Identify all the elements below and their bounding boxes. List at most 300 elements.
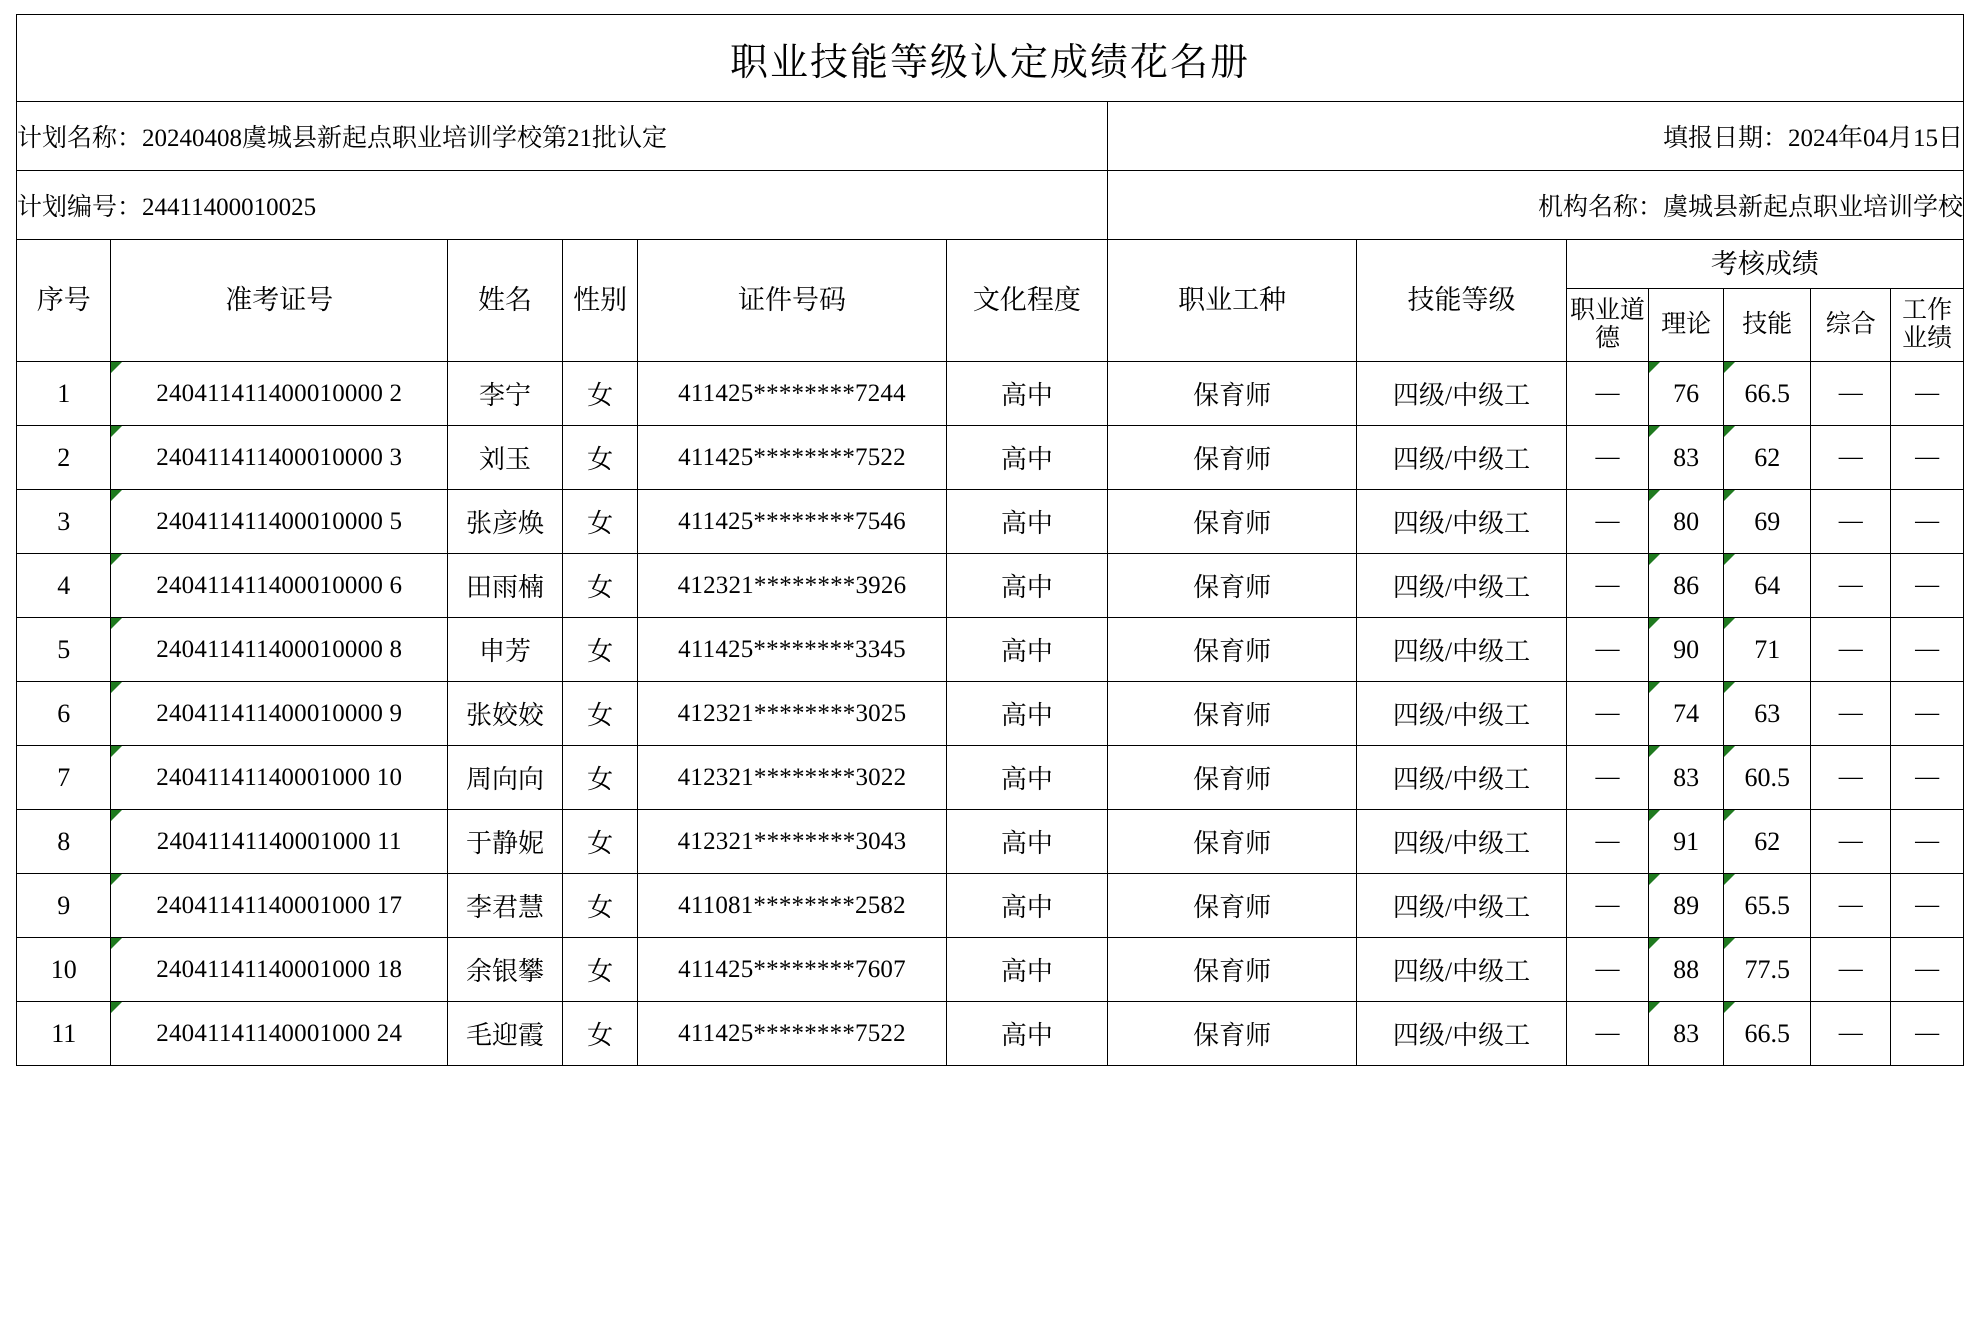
cell-comprehensive-text: — [1838,700,1863,726]
cell-note-marker-icon [111,554,122,565]
cell-occupation-text: 保育师 [1193,957,1272,986]
cell-theory[interactable] [1649,746,1724,810]
cell-education-text: 高中 [1000,381,1053,410]
cell-skill-level[interactable] [1357,362,1566,426]
cell-skill-level-text: 四级/中级工 [1392,893,1531,922]
cell-gender[interactable] [563,810,638,874]
cell-seq-text: 6 [57,698,71,728]
cell-skill-level-text: 四级/中级工 [1392,701,1531,730]
cell-gender-text: 女 [587,1021,614,1050]
cell-occupation[interactable] [1107,746,1356,810]
cell-note-marker-icon [1649,746,1660,757]
header-comprehensive: 综合 [1811,289,1891,362]
cell-theory-text: 76 [1673,378,1700,408]
cell-education[interactable] [946,426,1107,490]
cell-occupation[interactable] [1107,938,1356,1002]
plan-name-value: 20240408虞城县新起点职业培训学校第21批认定 [142,125,668,152]
cell-admission-no[interactable] [111,1002,448,1066]
cell-note-marker-icon [1724,362,1735,373]
cell-skill[interactable] [1724,618,1811,682]
cell-theory[interactable] [1649,810,1724,874]
report-date-label: 填报日期： [1662,125,1788,152]
cell-education-text: 高中 [1000,701,1053,730]
cell-seq[interactable] [17,426,111,490]
cell-id-no[interactable] [638,362,947,426]
cell-id-no[interactable] [638,682,947,746]
cell-gender[interactable] [563,1002,638,1066]
cell-theory-text: 86 [1673,570,1700,600]
cell-theory[interactable] [1649,874,1724,938]
report-date-cell [1107,102,1963,171]
cell-occupation-text: 保育师 [1193,381,1272,410]
cell-ethics[interactable] [1566,554,1648,618]
cell-gender[interactable] [563,938,638,1002]
cell-name[interactable] [448,490,563,554]
cell-skill-level-text: 四级/中级工 [1392,381,1531,410]
cell-performance[interactable] [1891,810,1964,874]
cell-ethics-text: — [1595,700,1620,726]
cell-performance-text: — [1915,956,1940,982]
cell-ethics-text: — [1595,572,1620,598]
cell-performance[interactable] [1891,426,1964,490]
cell-note-marker-icon [1649,618,1660,629]
cell-seq-text: 10 [50,954,77,984]
title-row [17,15,1964,102]
cell-gender-text: 女 [587,509,614,538]
cell-gender[interactable] [563,554,638,618]
cell-note-marker-icon [111,618,122,629]
cell-skill[interactable] [1724,1002,1811,1066]
table-row[interactable] [17,490,1964,554]
cell-id-no-text: 412321********3043 [677,827,907,855]
column-header-row-primary [17,240,1964,289]
cell-comprehensive-text: — [1838,508,1863,534]
cell-skill[interactable] [1724,490,1811,554]
cell-ethics-text: — [1595,956,1620,982]
cell-name-text: 张彦焕 [466,509,545,538]
cell-performance[interactable] [1891,682,1964,746]
cell-comprehensive[interactable] [1811,746,1891,810]
cell-performance-text: — [1915,892,1940,918]
header-education: 文化程度 [946,240,1107,362]
cell-name[interactable] [448,1002,563,1066]
cell-name[interactable] [448,426,563,490]
meta-row-1 [17,102,1964,171]
cell-admission-no[interactable] [111,426,448,490]
cell-note-marker-icon [111,938,122,949]
header-skill: 技能 [1724,289,1811,362]
cell-admission-no[interactable] [111,554,448,618]
header-occupation: 职业工种 [1107,240,1356,362]
cell-skill-level[interactable] [1357,490,1566,554]
cell-admission-no[interactable] [111,746,448,810]
cell-note-marker-icon [1724,426,1735,437]
report-date-value: 2024年04月15日 [1787,125,1963,152]
cell-id-no[interactable] [638,490,947,554]
cell-comprehensive[interactable] [1811,426,1891,490]
cell-seq[interactable] [17,618,111,682]
cell-id-no-text: 412321********3025 [677,699,907,727]
cell-education[interactable] [946,618,1107,682]
cell-ethics[interactable] [1566,746,1648,810]
cell-performance-text: — [1915,636,1940,662]
cell-id-no[interactable] [638,874,947,938]
plan-name-label: 计划名称： [17,125,143,152]
cell-performance[interactable] [1891,362,1964,426]
cell-gender-text: 女 [587,381,614,410]
cell-comprehensive[interactable] [1811,874,1891,938]
cell-gender-text: 女 [587,701,614,730]
cell-theory-text: 83 [1673,762,1700,792]
cell-skill-level[interactable] [1357,618,1566,682]
cell-theory[interactable] [1649,490,1724,554]
table-row[interactable] [17,874,1964,938]
cell-ethics-text: — [1595,1020,1620,1046]
plan-code-label: 计划编号： [17,194,143,221]
cell-admission-no[interactable] [111,682,448,746]
cell-seq-text: 5 [57,634,71,664]
cell-performance[interactable] [1891,490,1964,554]
cell-theory-text: 88 [1673,954,1700,984]
cell-gender-text: 女 [587,893,614,922]
cell-comprehensive[interactable] [1811,554,1891,618]
cell-ethics[interactable] [1566,618,1648,682]
header-skill-level: 技能等级 [1357,240,1566,362]
cell-skill-level-text: 四级/中级工 [1392,573,1531,602]
cell-theory[interactable] [1649,362,1724,426]
cell-name-text: 刘玉 [479,445,532,474]
cell-id-no[interactable] [638,810,947,874]
cell-seq-text: 7 [57,762,71,792]
cell-education-text: 高中 [1000,829,1053,858]
cell-theory-text: 91 [1673,826,1700,856]
cell-ethics[interactable] [1566,426,1648,490]
cell-gender[interactable] [563,746,638,810]
roster-table [16,14,1964,1066]
cell-name-text: 毛迎霞 [466,1021,545,1050]
table-row[interactable] [17,810,1964,874]
meta-row-2 [17,171,1964,240]
cell-name[interactable] [448,746,563,810]
cell-admission-no-text: 24041141140001000 11 [156,827,402,855]
cell-performance[interactable] [1891,618,1964,682]
cell-skill-level-text: 四级/中级工 [1392,509,1531,538]
cell-note-marker-icon [1724,682,1735,693]
cell-skill-level[interactable] [1357,1002,1566,1066]
cell-note-marker-icon [111,746,122,757]
header-theory: 理论 [1649,289,1724,362]
cell-ethics[interactable] [1566,1002,1648,1066]
cell-theory[interactable] [1649,938,1724,1002]
cell-name-text: 李君慧 [466,893,545,922]
plan-code-value: 24411400010025 [142,194,317,221]
cell-admission-no-text: 24041141140001000 24 [156,1019,403,1047]
cell-skill[interactable] [1724,362,1811,426]
cell-performance[interactable] [1891,554,1964,618]
cell-comprehensive-text: — [1838,1020,1863,1046]
cell-skill[interactable] [1724,874,1811,938]
cell-skill-text: 65.5 [1744,890,1790,920]
header-seq: 序号 [17,240,111,362]
cell-comprehensive[interactable] [1811,810,1891,874]
cell-note-marker-icon [1724,874,1735,885]
cell-theory-text: 80 [1673,506,1700,536]
cell-performance[interactable] [1891,938,1964,1002]
cell-note-marker-icon [111,426,122,437]
cell-skill-level[interactable] [1357,874,1566,938]
cell-comprehensive[interactable] [1811,1002,1891,1066]
cell-id-no[interactable] [638,554,947,618]
header-performance: 工作业绩 [1891,289,1964,362]
cell-occupation[interactable] [1107,618,1356,682]
cell-gender[interactable] [563,618,638,682]
cell-note-marker-icon [1649,490,1660,501]
cell-skill-level[interactable] [1357,810,1566,874]
cell-skill-text: 71 [1754,634,1781,664]
cell-skill-level[interactable] [1357,682,1566,746]
cell-education-text: 高中 [1000,509,1053,538]
cell-skill-level-text: 四级/中级工 [1392,1021,1531,1050]
cell-skill-level-text: 四级/中级工 [1392,957,1531,986]
cell-theory[interactable] [1649,1002,1724,1066]
cell-education[interactable] [946,554,1107,618]
cell-gender[interactable] [563,490,638,554]
cell-theory[interactable] [1649,618,1724,682]
cell-note-marker-icon [111,874,122,885]
cell-admission-no-text: 240411411400010000 2 [156,379,403,407]
cell-id-no-text: 411425********7522 [678,443,906,471]
cell-ethics-text: — [1595,764,1620,790]
cell-note-marker-icon [1724,490,1735,501]
cell-skill[interactable] [1724,682,1811,746]
cell-occupation[interactable] [1107,426,1356,490]
cell-ethics[interactable] [1566,810,1648,874]
cell-id-no[interactable] [638,938,947,1002]
cell-ethics[interactable] [1566,938,1648,1002]
cell-name[interactable] [448,810,563,874]
cell-education-text: 高中 [1000,893,1053,922]
cell-gender[interactable] [563,362,638,426]
cell-skill-text: 77.5 [1744,954,1790,984]
cell-seq[interactable] [17,362,111,426]
table-row[interactable] [17,682,1964,746]
table-row[interactable] [17,1002,1964,1066]
cell-occupation[interactable] [1107,682,1356,746]
cell-admission-no[interactable] [111,874,448,938]
cell-id-no-text: 411081********2582 [678,891,906,919]
cell-note-marker-icon [111,362,122,373]
cell-seq[interactable] [17,682,111,746]
cell-name-text: 于静妮 [466,829,545,858]
cell-ethics[interactable] [1566,874,1648,938]
cell-gender-text: 女 [587,573,614,602]
cell-skill-level[interactable] [1357,554,1566,618]
table-row[interactable] [17,618,1964,682]
cell-admission-no[interactable] [111,490,448,554]
cell-note-marker-icon [1724,554,1735,565]
table-row[interactable] [17,938,1964,1002]
cell-occupation-text: 保育师 [1193,701,1272,730]
cell-name-text: 余银攀 [466,957,545,986]
table-row[interactable] [17,746,1964,810]
cell-seq[interactable] [17,810,111,874]
cell-ethics[interactable] [1566,362,1648,426]
cell-admission-no[interactable] [111,938,448,1002]
cell-note-marker-icon [1649,426,1660,437]
cell-admission-no[interactable] [111,362,448,426]
cell-comprehensive[interactable] [1811,682,1891,746]
cell-admission-no-text: 24041141140001000 17 [156,891,403,919]
cell-id-no-text: 411425********3345 [678,635,906,663]
cell-occupation[interactable] [1107,810,1356,874]
cell-id-no-text: 411425********7607 [678,955,906,983]
cell-seq-text: 8 [57,826,71,856]
cell-education[interactable] [946,490,1107,554]
cell-comprehensive[interactable] [1811,938,1891,1002]
cell-gender[interactable] [563,682,638,746]
cell-theory[interactable] [1649,554,1724,618]
cell-skill[interactable] [1724,554,1811,618]
cell-name[interactable] [448,362,563,426]
cell-note-marker-icon [1724,810,1735,821]
cell-seq[interactable] [17,490,111,554]
cell-performance-text: — [1915,380,1940,406]
cell-occupation[interactable] [1107,490,1356,554]
cell-skill-text: 66.5 [1744,378,1790,408]
cell-name[interactable] [448,938,563,1002]
cell-skill-text: 64 [1754,570,1781,600]
header-admission-no: 准考证号 [111,240,448,362]
cell-comprehensive-text: — [1838,956,1863,982]
cell-name-text: 申芳 [479,637,532,666]
cell-performance-text: — [1915,764,1940,790]
cell-id-no[interactable] [638,746,947,810]
cell-skill[interactable] [1724,426,1811,490]
cell-comprehensive[interactable] [1811,618,1891,682]
cell-theory[interactable] [1649,682,1724,746]
cell-note-marker-icon [1724,618,1735,629]
cell-skill-text: 62 [1754,826,1781,856]
cell-education-text: 高中 [1000,1021,1053,1050]
cell-gender[interactable] [563,426,638,490]
cell-education[interactable] [946,810,1107,874]
cell-name[interactable] [448,554,563,618]
cell-skill-level-text: 四级/中级工 [1392,829,1531,858]
cell-skill[interactable] [1724,746,1811,810]
cell-gender-text: 女 [587,829,614,858]
cell-ethics-text: — [1595,380,1620,406]
cell-note-marker-icon [1649,874,1660,885]
cell-education-text: 高中 [1000,445,1053,474]
cell-name-text: 田雨楠 [466,573,545,602]
cell-seq[interactable] [17,746,111,810]
cell-education[interactable] [946,1002,1107,1066]
cell-note-marker-icon [1649,938,1660,949]
cell-theory[interactable] [1649,426,1724,490]
cell-education[interactable] [946,938,1107,1002]
cell-admission-no[interactable] [111,618,448,682]
cell-seq[interactable] [17,938,111,1002]
cell-performance[interactable] [1891,874,1964,938]
org-name-label: 机构名称： [1537,194,1663,221]
cell-admission-no-text: 240411411400010000 3 [156,443,403,471]
cell-seq-text: 1 [57,378,71,408]
cell-id-no-text: 411425********7522 [678,1019,906,1047]
cell-comprehensive-text: — [1838,572,1863,598]
cell-ethics[interactable] [1566,682,1648,746]
cell-education[interactable] [946,682,1107,746]
cell-id-no[interactable] [638,426,947,490]
cell-occupation[interactable] [1107,362,1356,426]
table-row[interactable] [17,426,1964,490]
cell-name-text: 周向向 [466,765,545,794]
cell-id-no[interactable] [638,618,947,682]
cell-name[interactable] [448,682,563,746]
page-title: 职业技能等级认定成绩花名册 [17,15,1964,102]
cell-seq[interactable] [17,1002,111,1066]
cell-skill[interactable] [1724,810,1811,874]
cell-id-no[interactable] [638,1002,947,1066]
cell-name[interactable] [448,618,563,682]
cell-occupation-text: 保育师 [1193,1021,1272,1050]
cell-education[interactable] [946,874,1107,938]
cell-occupation[interactable] [1107,554,1356,618]
cell-skill[interactable] [1724,938,1811,1002]
cell-performance[interactable] [1891,746,1964,810]
cell-skill-level[interactable] [1357,746,1566,810]
cell-admission-no-text: 240411411400010000 5 [156,507,403,535]
cell-skill-text: 62 [1754,442,1781,472]
cell-ethics-text: — [1595,508,1620,534]
cell-name-text: 李宁 [479,381,532,410]
table-row[interactable] [17,554,1964,618]
cell-seq-text: 3 [57,506,71,536]
cell-education-text: 高中 [1000,573,1053,602]
cell-admission-no[interactable] [111,810,448,874]
cell-performance-text: — [1915,444,1940,470]
cell-gender-text: 女 [587,765,614,794]
cell-comprehensive[interactable] [1811,362,1891,426]
cell-name[interactable] [448,874,563,938]
cell-education-text: 高中 [1000,637,1053,666]
cell-ethics[interactable] [1566,490,1648,554]
cell-name-text: 张姣姣 [466,701,545,730]
cell-education[interactable] [946,362,1107,426]
header-name: 姓名 [448,240,563,362]
cell-performance[interactable] [1891,1002,1964,1066]
cell-performance-text: — [1915,828,1940,854]
plan-code-cell [17,171,1108,240]
cell-note-marker-icon [111,1002,122,1013]
cell-occupation[interactable] [1107,874,1356,938]
cell-comprehensive[interactable] [1811,490,1891,554]
cell-seq[interactable] [17,554,111,618]
cell-education-text: 高中 [1000,957,1053,986]
cell-gender[interactable] [563,874,638,938]
cell-skill-level[interactable] [1357,938,1566,1002]
cell-gender-text: 女 [587,957,614,986]
cell-skill-level[interactable] [1357,426,1566,490]
cell-seq-text: 2 [57,442,71,472]
cell-id-no-text: 411425********7244 [678,379,906,407]
cell-seq[interactable] [17,874,111,938]
table-row[interactable] [17,362,1964,426]
cell-theory-text: 74 [1673,698,1700,728]
cell-performance-text: — [1915,572,1940,598]
cell-note-marker-icon [1649,362,1660,373]
cell-occupation[interactable] [1107,1002,1356,1066]
cell-education[interactable] [946,746,1107,810]
